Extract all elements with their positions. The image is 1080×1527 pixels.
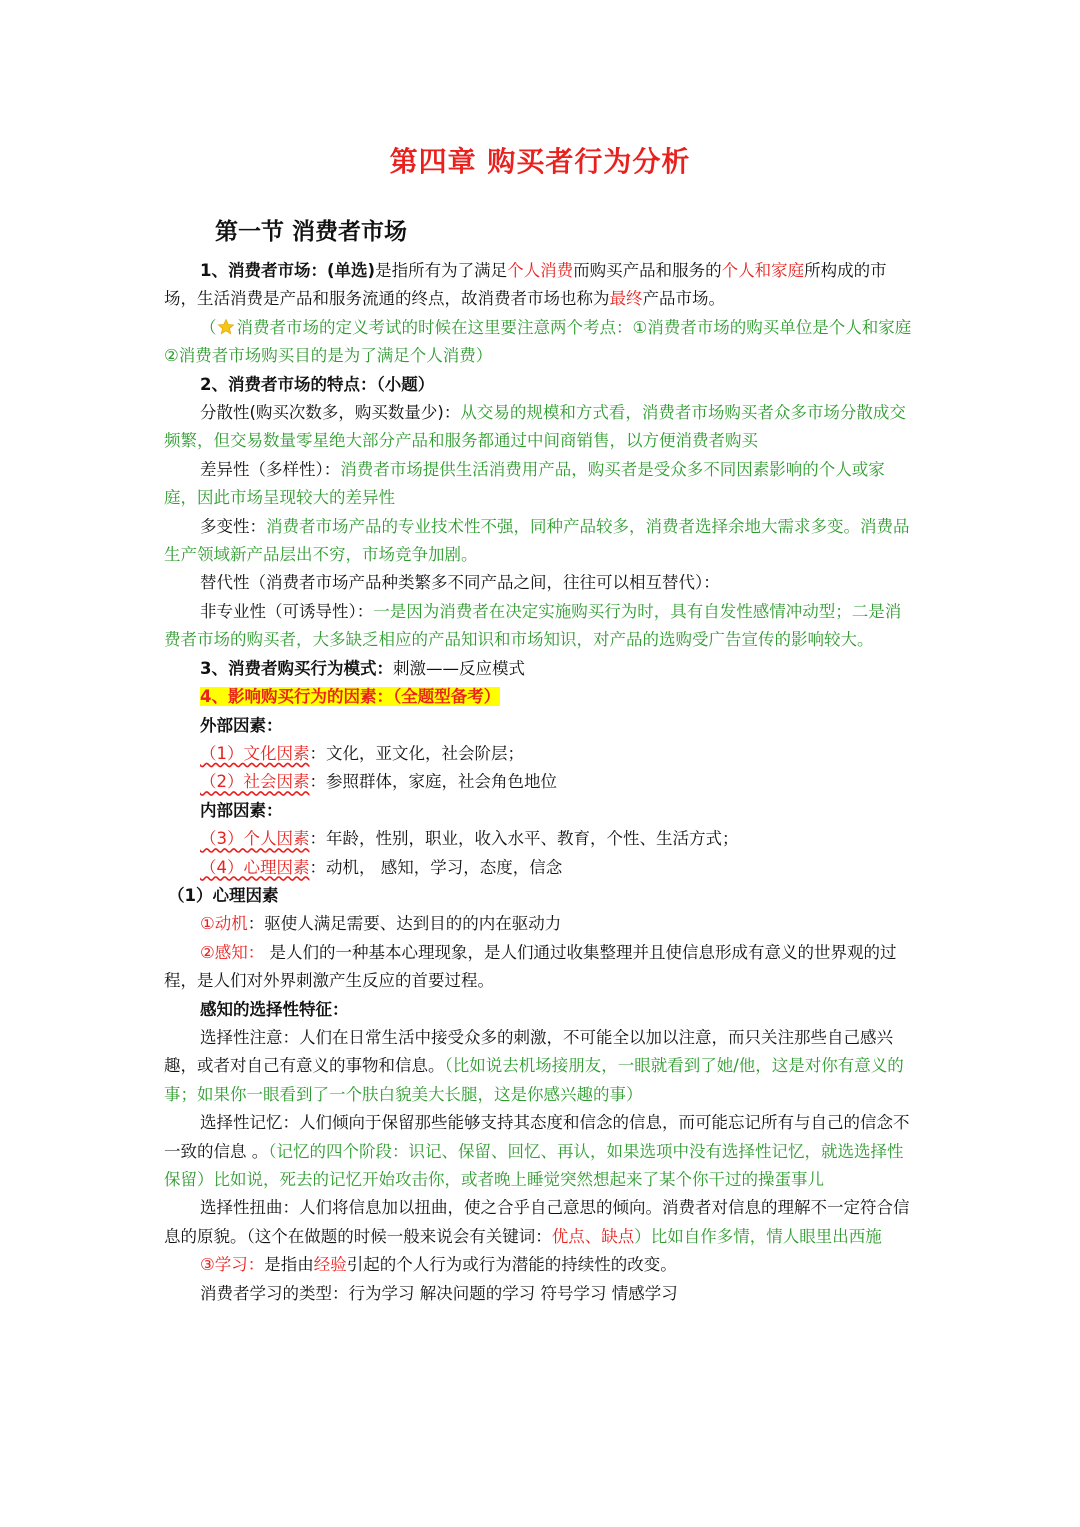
selective-distortion: 选择性扭曲：人们将信息加以扭曲，使之合乎自己意思的倾向。消费者对信息的理解不一定符合信息的原貌。（这个在做题的时候一般来说会有关键词：优点、缺点）比如自作多情，情人眼里出西施 — [164, 1198, 910, 1246]
document-body — [164, 257, 916, 1308]
chapter-title: 第四章 购买者行为分析 — [389, 145, 691, 178]
section-title: 第一节 消费者市场 — [215, 219, 408, 245]
learning-types: 消费者学习的类型：行为学习 解决问题的学习 符号学习 情感学习 — [200, 1283, 678, 1303]
perception-definition: ②感知： 是人们的一种基本心理现象，是人们通过收集整理并且使信息形成有意义的世界观的过程，是人们对外界刺激产生反应的首要过程。 — [164, 942, 897, 991]
motive-definition: ①动机：驱使人满足需要、达到目的的内在驱动力 — [200, 914, 562, 934]
selective-attention: 选择性注意：人们在日常生活中接受众多的刺激，不可能全以加以注意，而只关注那些自己感兴趣，或者对自己有意义的事物和信息。（比如说去机场接朋友，一眼就看到了她/他，这是对你有意义的事；如果你一眼看到了一个肤白貌美大长腿，这是你感兴趣的事） — [164, 1027, 904, 1104]
learning-definition: ③学习：是指由经验引起的个人行为或行为潜能的持续性的改变。 — [200, 1255, 677, 1275]
feature-item: 分散性(购买次数多，购买数量少)：从交易的规模和方式看，消费者市场购买者众多市场分散成交频繁，但交易数量零星绝大部分产品和服务都通过中间商销售，以方便消费者购买 — [164, 403, 906, 451]
heading-selective-perception: 感知的选择性特征： — [200, 999, 349, 1019]
factor-item: （4）心理因素：动机， 感知，学习，态度，信念 — [200, 857, 563, 877]
feature-item: 差异性（多样性）：消费者市场提供生活消费用产品，购买者是受众多不同因素影响的个人或家庭，因此市场呈现较大的差异性 — [164, 459, 885, 508]
factor-item: （3）个人因素：年龄，性别，职业，收入水平、教育，个性、生活方式； — [200, 829, 739, 849]
star-icon — [217, 318, 235, 336]
feature-item: 替代性（消费者市场产品种类繁多不同产品之间，往往可以相互替代）： — [200, 573, 720, 593]
factor-item: （2）社会因素：参照群体，家庭，社会角色地位 — [200, 772, 557, 792]
heading-external-factors: 外部因素： — [200, 715, 283, 735]
factor-item: （1）文化因素：文化，亚文化，社会阶层； — [200, 743, 524, 763]
note-definition: （ 消费者市场的定义考试的时候在这里要注意两个考点：①消费者市场的购买单位是个人和家庭②消费者市场购买目的是为了满足个人消费） — [164, 317, 912, 366]
selective-memory: 选择性记忆：人们倾向于保留那些能够支持其态度和信念的信息，而可能忘记所有与自己的信念不一致的信息 。（记忆的四个阶段：识记、保留、回忆、再认，如果选项中没有选择性记忆，就选选择性保留）比如说，死去的记忆开始攻击你，或者晚上睡觉突然想起来了某个你干过的操蛋事儿 — [164, 1113, 910, 1189]
heading-psychological-factors: （1）心理因素 — [168, 885, 279, 905]
heading-market-features: 2、消费者市场的特点：（小题） — [200, 374, 435, 394]
paragraph-behavior-model: 3、消费者购买行为模式：刺激——反应模式 — [200, 658, 525, 678]
paragraph-consumer-market: 1、消费者市场：(单选)是指所有为了满足个人消费而购买产品和服务的个人和家庭所构成的市场，生活消费是产品和服务流通的终点，故消费者市场也称为最终产品市场。 — [164, 261, 887, 309]
heading-internal-factors: 内部因素： — [200, 800, 283, 820]
feature-item: 非专业性（可诱导性）：一是因为消费者在决定实施购买行为时，具有自发性感情冲动型；二是消费者市场的购买者，大多缺乏相应的产品知识和市场知识，对产品的选购受广告宣传的影响较大。 — [164, 601, 902, 650]
heading-influencing-factors: 4、影响购买行为的因素：（全题型备考） — [200, 687, 501, 707]
feature-item: 多变性：消费者市场产品的专业技术性不强，同种产品较多，消费者选择余地大需求多变。消费品生产领域新产品层出不穷，市场竞争加剧。 — [164, 516, 910, 565]
